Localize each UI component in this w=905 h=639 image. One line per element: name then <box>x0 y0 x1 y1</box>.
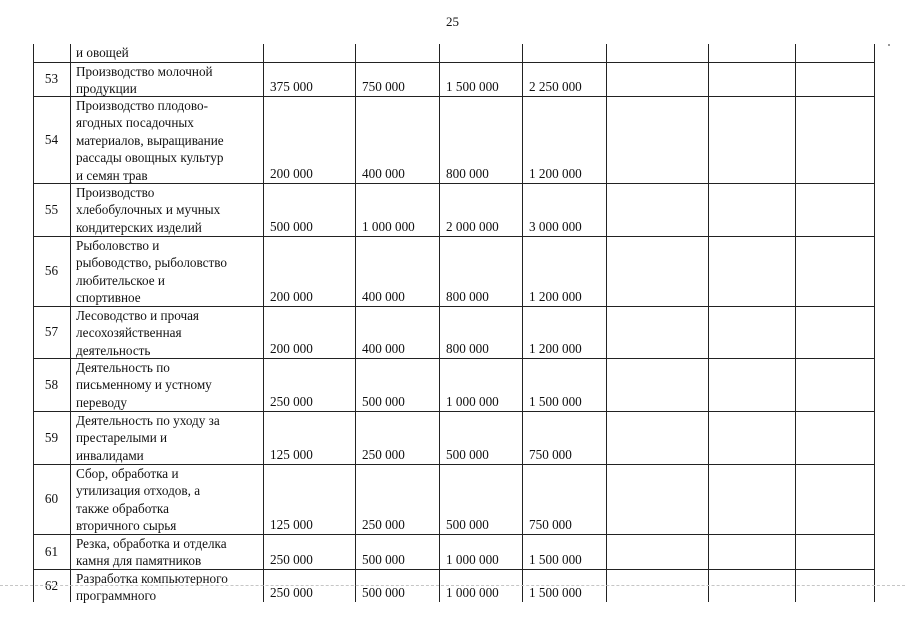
scan-speck <box>888 44 890 46</box>
amount-cell: 800 000 <box>446 165 489 181</box>
amount-cell: 375 000 <box>270 78 313 94</box>
table-column-border <box>795 44 796 602</box>
activity-name <box>70 306 263 358</box>
amount-cell: 400 000 <box>362 340 405 356</box>
activity-name-line: камня для памятников <box>76 553 202 569</box>
amount-cell: 800 000 <box>446 288 489 304</box>
activity-name-line: Деятельность по уходу за <box>76 413 220 428</box>
amount-cell: 500 000 <box>362 393 405 409</box>
table-column-border <box>874 44 875 602</box>
amount-cell: 750 000 <box>362 78 405 94</box>
activity-name-line: лесохозяйственная <box>76 325 182 341</box>
amount-cell: 200 000 <box>270 288 313 304</box>
amount-cell: 500 000 <box>362 584 405 600</box>
activity-name <box>70 96 263 183</box>
amount-cell: 1 000 000 <box>362 218 415 234</box>
amount-cell: 250 000 <box>362 516 405 532</box>
activity-name-line: спортивное <box>76 290 141 306</box>
amount-cell: 3 000 000 <box>529 218 582 234</box>
activity-name <box>70 183 263 236</box>
tariff-table <box>33 44 875 602</box>
activity-name <box>70 464 263 534</box>
activity-name-line: программного <box>76 588 157 604</box>
amount-cell: 500 000 <box>362 551 405 567</box>
amount-cell: 500 000 <box>270 218 313 234</box>
amount-cell: 400 000 <box>362 288 405 304</box>
amount-cell: 1 000 000 <box>446 584 499 600</box>
activity-name-line: хлебобулочных и мучных <box>76 202 221 218</box>
row-number: 60 <box>44 491 59 507</box>
amount-cell: 1 200 000 <box>529 340 582 356</box>
row-number: 55 <box>44 201 59 217</box>
activity-name-line: кондитерских изделий <box>76 219 202 235</box>
activity-name-line: Производство плодово- <box>76 98 208 113</box>
row-number: 56 <box>44 263 59 279</box>
amount-cell: 500 000 <box>446 516 489 532</box>
activity-name-line: Рыболовство и <box>76 238 160 253</box>
activity-name-line: Резка, обработка и отделка <box>76 536 227 551</box>
amount-cell: 250 000 <box>270 551 313 567</box>
amount-cell: 1 000 000 <box>446 393 499 409</box>
activity-name-line: рассады овощных культур <box>76 150 224 166</box>
activity-name-line: Разработка компьютерного <box>76 571 228 586</box>
row-number: 58 <box>44 376 59 392</box>
activity-name-line: любительское и <box>76 272 165 288</box>
activity-name <box>70 534 263 569</box>
continued-row-text: и овощей <box>76 45 129 60</box>
activity-name-line: рыбоводство, рыболовство <box>76 255 228 271</box>
activity-name <box>70 358 263 411</box>
amount-cell: 200 000 <box>270 165 313 181</box>
amount-cell: 1 500 000 <box>529 551 582 567</box>
amount-cell: 500 000 <box>446 446 489 462</box>
amount-cell: 250 000 <box>270 393 313 409</box>
activity-name-line: вторичного сырья <box>76 518 177 534</box>
amount-cell: 250 000 <box>270 584 313 600</box>
table-column-border <box>606 44 607 602</box>
amount-cell: 1 500 000 <box>529 393 582 409</box>
amount-cell: 750 000 <box>529 516 572 532</box>
activity-name-line: Деятельность по <box>76 360 170 375</box>
activity-name-line: Производство молочной <box>76 64 213 79</box>
activity-name-line: и семян трав <box>76 167 148 183</box>
activity-name-line: Сбор, обработка и <box>76 466 179 481</box>
amount-cell: 800 000 <box>446 340 489 356</box>
activity-name <box>70 236 263 306</box>
activity-name-line: также обработка <box>76 500 169 516</box>
activity-name-line: Лесоводство и прочая <box>76 308 199 323</box>
amount-cell: 1 200 000 <box>529 165 582 181</box>
amount-cell: 1 000 000 <box>446 551 499 567</box>
amount-cell: 125 000 <box>270 516 313 532</box>
row-number: 57 <box>44 324 59 340</box>
activity-name-line: материалов, выращивание <box>76 132 224 148</box>
amount-cell: 400 000 <box>362 165 405 181</box>
activity-name <box>70 411 263 464</box>
row-number: 59 <box>44 429 59 445</box>
row-number: 62 <box>44 577 59 593</box>
activity-name-line: инвалидами <box>76 447 144 463</box>
scan-artifact-line <box>0 585 905 586</box>
activity-name <box>70 62 263 96</box>
amount-cell: 750 000 <box>529 446 572 462</box>
activity-name-line: Производство <box>76 185 155 200</box>
amount-cell: 125 000 <box>270 446 313 462</box>
activity-name-line: переводу <box>76 394 128 410</box>
activity-name-line: письменному и устному <box>76 377 212 393</box>
amount-cell: 200 000 <box>270 340 313 356</box>
amount-cell: 2 000 000 <box>446 218 499 234</box>
activity-name-line: деятельность <box>76 342 151 358</box>
row-number: 54 <box>44 131 59 147</box>
amount-cell: 1 500 000 <box>446 78 499 94</box>
activity-name-line: престарелыми и <box>76 430 168 446</box>
activity-name-line: ягодных посадочных <box>76 115 194 131</box>
activity-name-line: продукции <box>76 81 137 97</box>
row-number: 53 <box>44 71 59 87</box>
amount-cell: 250 000 <box>362 446 405 462</box>
row-number: 61 <box>44 543 59 559</box>
amount-cell: 1 500 000 <box>529 584 582 600</box>
activity-name-line: утилизация отходов, а <box>76 483 201 499</box>
page-number: 25 <box>446 14 459 29</box>
amount-cell: 1 200 000 <box>529 288 582 304</box>
amount-cell: 2 250 000 <box>529 78 582 94</box>
table-column-border <box>708 44 709 602</box>
